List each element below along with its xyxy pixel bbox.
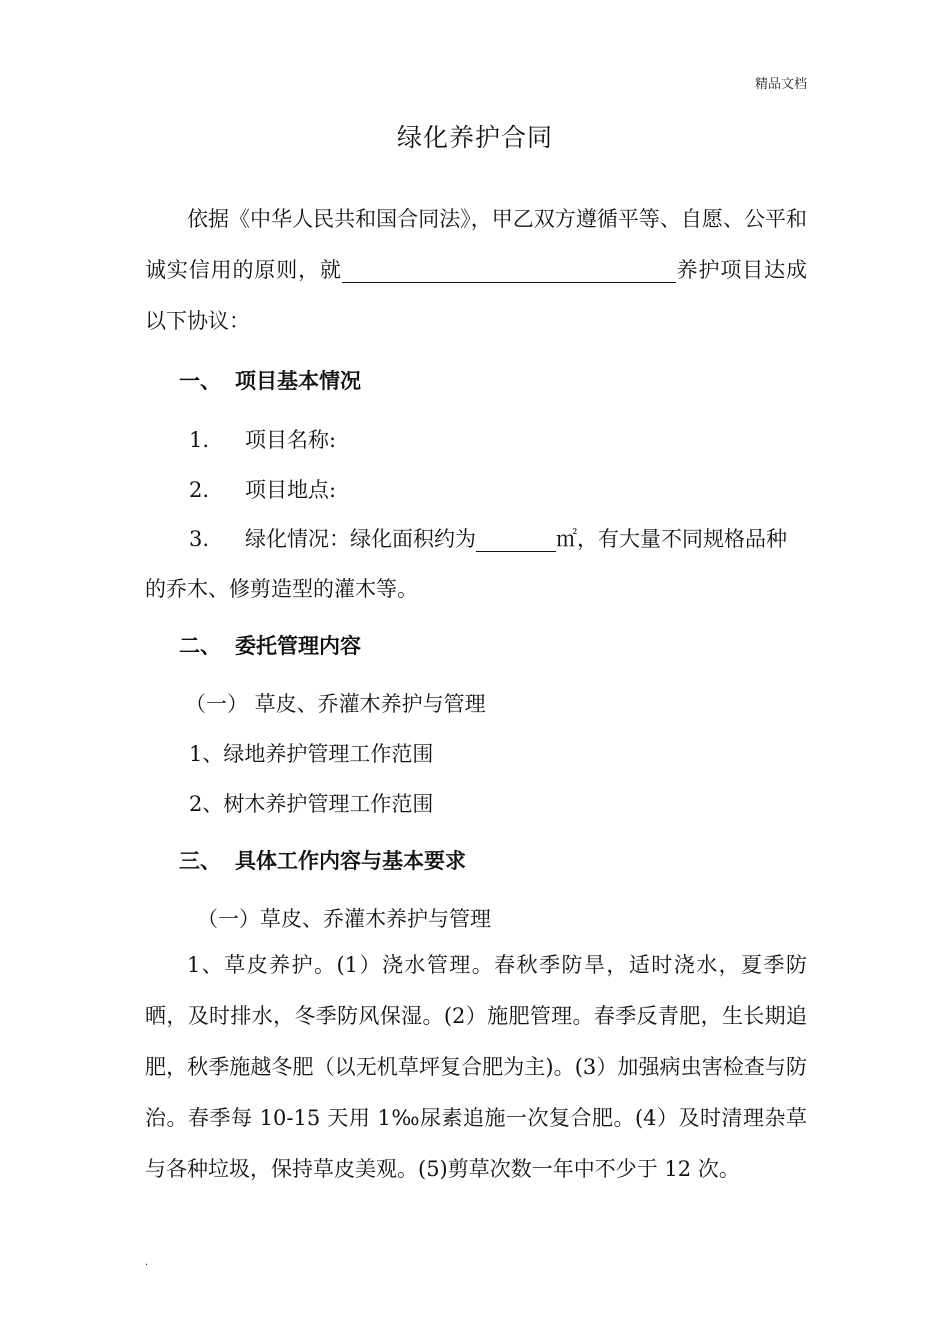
section-heading-1	[145, 365, 361, 395]
area-blank[interactable]	[476, 525, 556, 552]
item-text-end: ㎡，有大量不同规格品种	[556, 527, 787, 551]
section-number: 一、	[179, 369, 221, 393]
footer-dot: .	[145, 1257, 149, 1268]
list-item-continuation: 的乔木、修剪造型的灌木等。	[145, 577, 418, 601]
list-item-greening-status	[145, 523, 807, 553]
scope-greenland: 1、绿地养护管理工作范围	[189, 742, 434, 766]
lawn-care-text: 1、草皮养护。(1）浇水管理。春秋季防旱，适时浇水，夏季防晒，及时排水，冬季防风保湿。(2）施肥管理。春季反青肥，生长期追肥，秋季施越冬肥（以无机草坪复合肥为主)。(3）加强病虫害检查与防治。春季每 10-15 天用 1‰尿素追施一次复合肥。(4）及时清理杂草与各种垃圾，保持草皮美观。(5)剪草次数一年中不少于 12 次。	[145, 953, 807, 1181]
item-label: 项目地点:	[245, 478, 337, 502]
lawn-care-paragraph	[145, 940, 807, 1195]
item-number: 3.	[189, 527, 210, 551]
subheading-lawn-trees-2: （一）草皮、乔灌木养护与管理	[197, 907, 491, 931]
header-tag: 精品文档	[754, 77, 807, 92]
list-item-project-location	[145, 474, 807, 504]
intro-paragraph	[145, 194, 807, 347]
section-label: 委托管理内容	[235, 634, 361, 658]
subheading-lawn-trees: （一） 草皮、乔灌木养护与管理	[185, 692, 486, 716]
list-item-project-name	[145, 424, 807, 454]
project-name-blank[interactable]	[342, 256, 676, 283]
item-number: 2.	[189, 478, 210, 502]
section-label: 项目基本情况	[235, 369, 361, 393]
section-label: 具体工作内容与基本要求	[235, 849, 466, 873]
scope-trees: 2、树木养护管理工作范围	[189, 792, 434, 816]
section-heading-2	[145, 630, 361, 660]
document-title: 绿化养护合同	[396, 123, 553, 152]
item-label: 项目名称:	[245, 428, 337, 452]
intro-text-end: 养护项目达成以下协议：	[145, 258, 808, 333]
intro-text-start: 依据《中华人民共和国合同法》，甲乙双方遵循平等、自愿、公平和诚实信用的原则，就	[145, 207, 807, 282]
section-heading-3	[145, 845, 466, 875]
section-number: 二、	[179, 634, 221, 658]
item-text-start: 绿化情况：绿化面积约为	[245, 527, 476, 551]
item-number: 1.	[189, 428, 210, 452]
section-number: 三、	[179, 849, 221, 873]
